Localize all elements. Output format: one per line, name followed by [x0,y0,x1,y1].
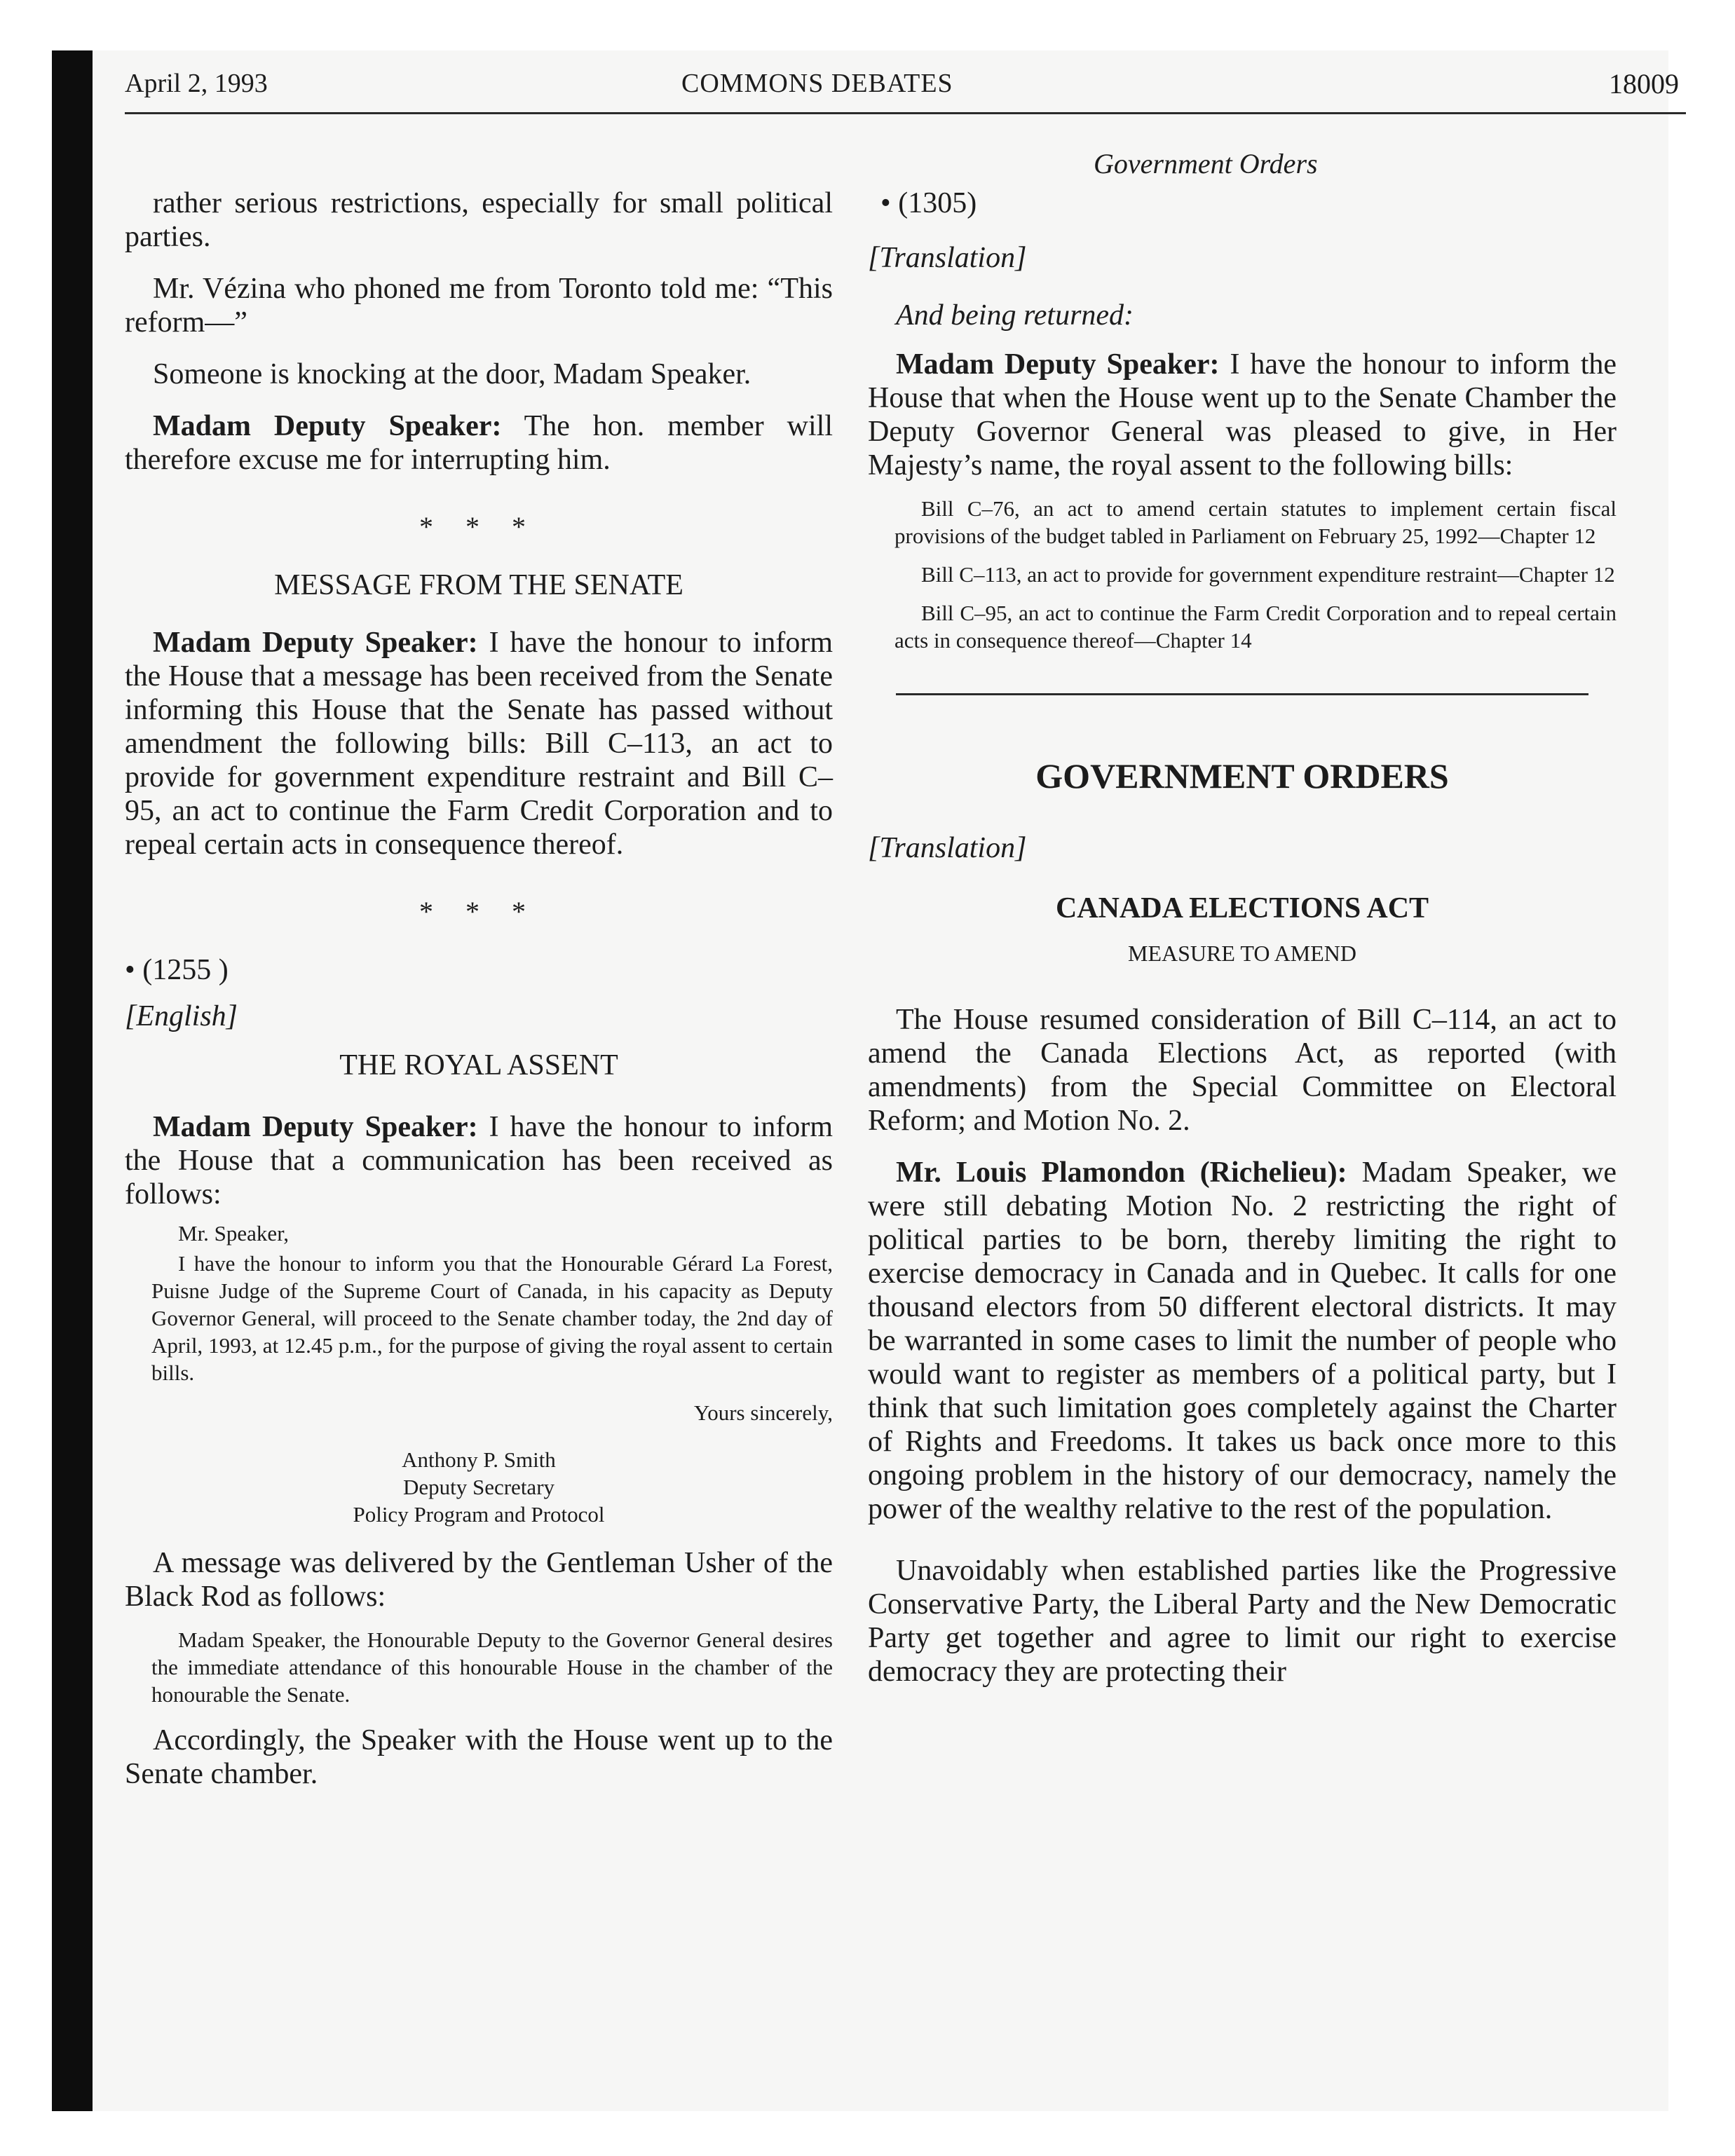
speech-text: I have the honour to inform the House that a message has been received from the Senate informing this House that the Senate has passed without amendment the following bills: Bill C–113, an act to provide for government expenditure restraint and Bill C–95, an act to continue the Farm Credit Corporation and to repeal certain acts in consequence thereof. [125,627,834,861]
bill-item: Bill C–113, an act to provide for government expenditure restraint—Chapter 12 [921,562,1615,587]
header-title: COMMONS DEBATES [681,69,953,98]
returned-note: And being returned: [896,299,1134,332]
speaker-name: Madam Deputy Speaker: [896,348,1220,381]
paragraph [125,626,833,861]
paragraph: Mr. Vézina who phoned me from Toronto told me: “This reform—” [125,273,833,339]
binding-edge [52,50,93,2111]
paragraph: The House resumed consideration of Bill C–114, an act to amend the Canada Elections Act, as reported (with amendments) from the Special Committee on Electoral Reform; and Motion No. 2. [868,1004,1617,1137]
section-rule [896,693,1588,695]
header-rule [125,112,1686,114]
language-tag: [Translation] [868,832,1027,864]
speaker-name: Madam Deputy Speaker: [153,627,478,659]
speaker-name: Mr. Louis Plamondon (Richelieu): [896,1157,1347,1189]
header-page-number: 18009 [1609,68,1679,100]
bill-item: Bill C–95, an act to continue the Farm Credit Corporation and to repeal certain acts in consequence thereof—Chapter 14 [894,601,1617,653]
paragraph [125,1110,833,1211]
speech-text: I have the honour to inform the House that when the House went up to the Senate Chamber the Deputy Governor General was pleased to give, in Her Majesty’s name, the royal assent to the following bills: [868,348,1617,482]
language-tag: [Translation] [868,242,1027,274]
section-heading: MESSAGE FROM THE SENATE [274,569,683,601]
time-marker: • (1255 ) [125,954,229,986]
speech-text: Madam Speaker, we were still debating Motion No. 2 restricting the right of political parties to be born, thereby limiting the right to exercise democracy in Canada and in Quebec. It calls for one thousand electors from 50 different electoral districts. It may be warranted in some cases to limit the number of people who would want to register as members of a political party, but I think that such limitation goes completely against the Charter of Rights and Freedoms. It takes us back once more to this ongoing problem in the history of our democracy, namely the power of the wealthy relative to the rest of the population. [868,1157,1617,1525]
act-subheading: MEASURE TO AMEND [1128,941,1356,966]
paragraph: Accordingly, the Speaker with the House went up to the Senate chamber. [125,1724,833,1790]
paragraph [868,348,1617,482]
signer-title: Deputy Secretary [402,1475,555,1499]
paragraph: rather serious restrictions, especially for small political parties. [125,187,833,253]
time-marker: • (1305) [880,187,977,219]
section-running-head: Government Orders [1094,148,1318,179]
signer-name: Anthony P. Smith [402,1447,556,1472]
speech-text: The hon. member will therefore excuse me for interrupting him. [125,410,833,476]
header-date: April 2, 1993 [125,69,268,98]
signer-office: Policy Program and Protocol [353,1502,605,1527]
section-separator: * * * [419,511,538,543]
section-separator: * * * [419,896,538,927]
speech-text: I have the honour to inform the House that a communication has been received as follows: [125,1111,834,1210]
act-heading: CANADA ELECTIONS ACT [1055,892,1429,925]
letter-salutation: Mr. Speaker, [178,1221,290,1246]
section-heading: GOVERNMENT ORDERS [1035,756,1449,796]
speaker-name: Madam Deputy Speaker: [153,1111,478,1143]
letter-closing: Yours sincerely, [693,1400,833,1425]
bill-item: Bill C–76, an act to amend certain statutes to implement certain fiscal provisions of the budget tabled in Parliament on February 25, 1992—Chapter 12 [894,496,1617,548]
paragraph: Someone is knocking at the door, Madam Speaker. [153,358,751,390]
speaker-name: Madam Deputy Speaker: [153,410,502,442]
language-tag: [English] [125,1000,238,1032]
paragraph: A message was delivered by the Gentleman Usher of the Black Rod as follows: [125,1547,833,1613]
section-heading: THE ROYAL ASSENT [339,1049,618,1082]
letter-body: I have the honour to inform you that the Honourable Gérard La Forest, Puisne Judge of the Supreme Court of Canada, in his capacity as Deputy Governor General, will proceed to the Senate chamber today, the 2nd day of April, 1993, at 12.45 p.m., for the purpose of giving the royal assent to certain bills. [151,1251,833,1385]
paragraph [125,409,833,477]
right-column [868,186,1617,1688]
left-column [125,186,833,1791]
paragraph: Unavoidably when established parties like the Progressive Conservative Party, the Liberal Party and the New Democratic Party get together and agree to limit our right to exercise democracy they are protecting their [868,1555,1617,1688]
usher-message: Madam Speaker, the Honourable Deputy to the Governor General desires the immediate attendance of this honourable House in the chamber of the honourable the Senate. [151,1628,833,1707]
paragraph [868,1156,1617,1526]
